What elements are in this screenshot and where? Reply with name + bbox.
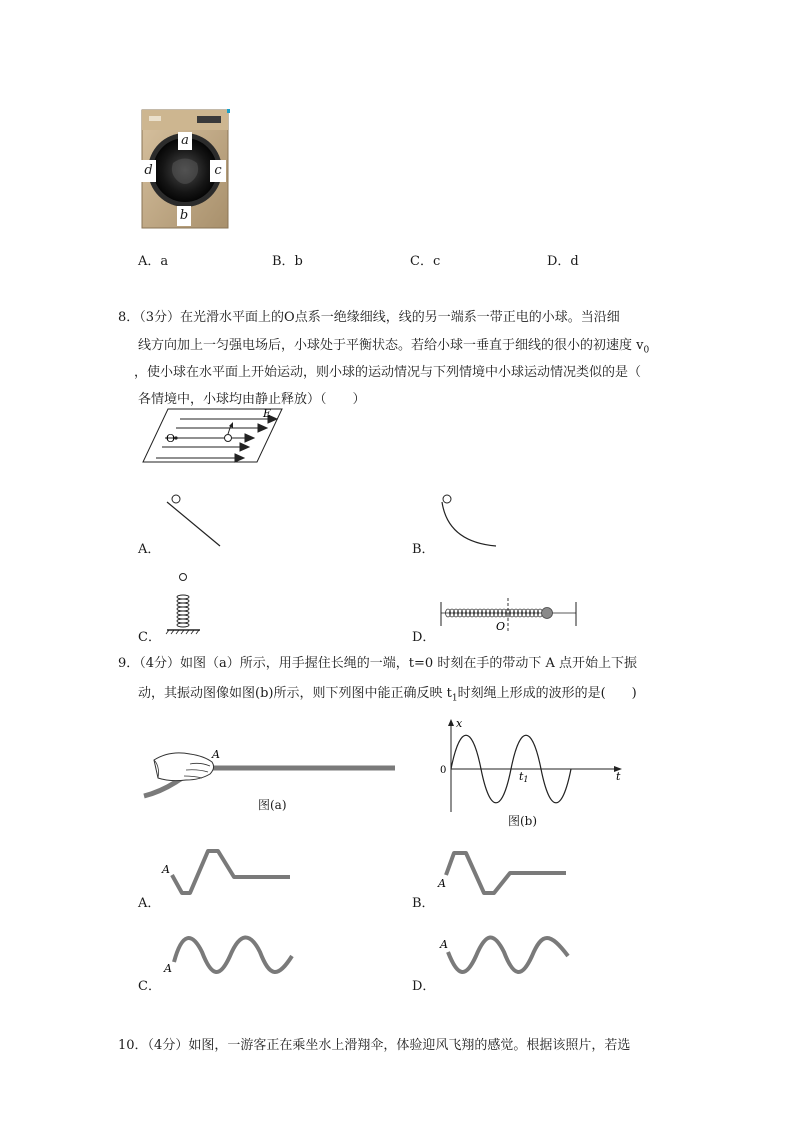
q9-option-c-label-A: A — [164, 962, 172, 975]
q9-option-b-wave — [436, 845, 571, 900]
q9-figure-a-caption: 图(a) — [258, 798, 287, 812]
q8-line-1: 8．（3分）在光滑水平面上的O点系一绝缘细线，线的另一端系一带正电的小球。当沿细 — [118, 310, 620, 325]
q9-option-a-label-A: A — [162, 863, 170, 876]
q9-origin-label: 0 — [440, 765, 447, 776]
q9-t1-subscript: 1 — [451, 693, 458, 704]
q9-option-d-label-A: A — [440, 938, 448, 951]
q9-line-1: 9．（4分）如图（a）所示，用手握住长绳的一端，t=0 时刻在手的带动下 A 点开始上下振 — [118, 656, 637, 671]
q8-option-a-figure — [165, 492, 225, 550]
q9-option-d[interactable]: D． — [412, 979, 436, 994]
q8-option-c-figure — [163, 568, 203, 636]
q9-option-b-label-A: A — [438, 877, 446, 890]
q7-option-c[interactable]: C．c — [410, 254, 441, 269]
q9-t1-label: t1 — [519, 770, 529, 784]
q9-axis-x-label: x — [456, 717, 463, 730]
label-b-box: b — [177, 206, 191, 226]
q8-option-d[interactable]: D． — [412, 630, 436, 645]
q8-field-label-E: E — [263, 407, 272, 420]
label-c-box: c — [210, 160, 226, 182]
q9-figure-a-label-A: A — [212, 748, 220, 761]
q9-option-c-wave — [160, 926, 300, 986]
label-d-box: d — [141, 160, 156, 182]
q8-line-2-text: 线方向加上一匀强电场后，小球处于平衡状态。若给小球一垂直于细线的很小的初速度 v — [138, 338, 644, 353]
q9-line-2-text-a: 动，其振动图像如图(b)所示，则下列图中能正确反映 t — [138, 686, 452, 701]
q9-option-b[interactable]: B． — [412, 896, 435, 911]
q9-line-2-text-b: 时刻绳上形成的波形的是( ) — [457, 686, 637, 701]
q9-option-a[interactable]: A． — [138, 896, 161, 911]
q7-option-d[interactable]: D．d — [547, 254, 579, 269]
q9-option-d-wave — [436, 926, 576, 986]
q8-option-d-figure — [438, 596, 580, 634]
q9-figure-b-caption: 图(b) — [508, 814, 538, 828]
q8-option-d-label-O: O — [496, 620, 506, 633]
q7-option-b[interactable]: B．b — [272, 254, 303, 269]
q9-axis-t-label: t — [616, 770, 621, 783]
q8-option-c[interactable]: C． — [138, 630, 161, 645]
q8-field-figure — [140, 405, 285, 470]
q9-line-2 — [138, 680, 637, 713]
q8-option-a[interactable]: A． — [138, 542, 161, 557]
washing-machine-figure — [141, 108, 233, 230]
q8-line-4: 各情境中，小球均由静止释放）（ ） — [138, 392, 366, 407]
q9-option-c[interactable]: C． — [138, 979, 161, 994]
label-a-box: a — [178, 132, 192, 150]
q9-figure-b — [436, 716, 626, 816]
q8-option-b-figure — [438, 492, 500, 550]
q8-point-label-O: O — [166, 432, 176, 445]
q7-option-a[interactable]: A．a — [138, 254, 169, 269]
q10-line-1: 10．（4分）如图，一游客正在乘坐水上滑翔伞，体验迎风飞翔的感觉。根据该照片，若选 — [118, 1038, 631, 1053]
q8-option-b[interactable]: B． — [412, 542, 435, 557]
q9-option-a-wave — [160, 845, 295, 900]
q8-line-3: ，使小球在水平面上开始运动，则小球的运动情况与下列情境中小球运动情况类似的是（ — [134, 365, 642, 380]
q8-v0-subscript: 0 — [643, 345, 650, 356]
q9-figure-a — [140, 742, 400, 804]
